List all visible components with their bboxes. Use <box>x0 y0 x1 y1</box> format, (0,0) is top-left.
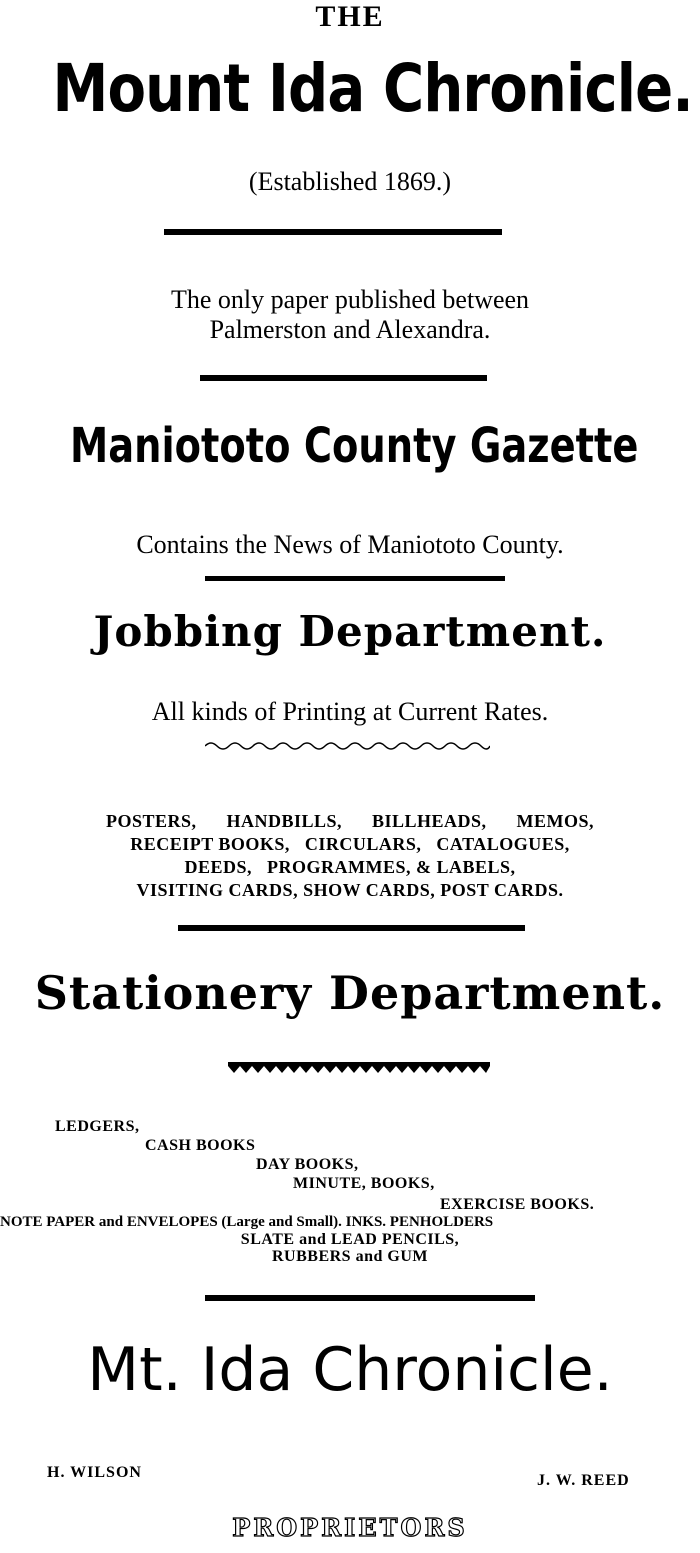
stationery-item: NOTE PAPER and ENVELOPES (Large and Small). INKS. PENHOLDERS <box>0 1214 494 1230</box>
stationery-item: DAY BOOKS, <box>256 1156 359 1173</box>
proprietor-name-right: J. W. REED <box>537 1472 630 1489</box>
jobbing-items <box>0 810 700 902</box>
jobbing-item: RECEIPT BOOKS, CIRCULARS, CATALOGUES, <box>130 834 570 854</box>
stationery-item: LEDGERS, <box>55 1118 140 1135</box>
intro-text <box>0 285 700 345</box>
stationery-item: EXERCISE BOOKS. <box>440 1196 595 1213</box>
divider-rule <box>205 576 505 581</box>
masthead-title: Mount Ida Chronicle. <box>52 50 693 127</box>
jobbing-department-title: Jobbing Department. <box>93 607 607 656</box>
sawtooth-divider <box>228 1062 490 1074</box>
jobbing-item: VISITING CARDS, SHOW CARDS, POST CARDS. <box>136 880 564 900</box>
divider-rule <box>200 375 487 381</box>
intro-line-2: Palmerston and Alexandra. <box>209 315 491 344</box>
jobbing-item: POSTERS, HANDBILLS, BILLHEADS, MEMOS, <box>105 811 595 831</box>
intro-line-1: The only paper published between <box>170 285 530 314</box>
stationery-item: RUBBERS and GUM <box>272 1248 428 1265</box>
proprietor-name-left: H. WILSON <box>47 1464 142 1481</box>
footer-title: Mt. Ida Chronicle. <box>87 1335 613 1405</box>
jobbing-description: All kinds of Printing at Current Rates. <box>151 697 549 726</box>
stationery-item: SLATE and LEAD PENCILS, <box>240 1231 460 1248</box>
stationery-department-title: Stationery Department. <box>34 966 666 1020</box>
gazette-title: Maniototo County Gazette <box>70 418 639 474</box>
masthead-the: THE <box>315 0 385 33</box>
jobbing-item: DEEDS, PROGRAMMES, & LABELS, <box>184 857 516 877</box>
stationery-item: MINUTE, BOOKS, <box>293 1175 435 1192</box>
proprietors-label: PROPRIETORS <box>232 1513 468 1542</box>
divider-rule <box>178 925 525 931</box>
wavy-divider <box>205 738 490 754</box>
gazette-description: Contains the News of Maniototo County. <box>136 530 564 559</box>
stationery-item: CASH BOOKS <box>145 1137 256 1154</box>
divider-rule <box>164 229 502 235</box>
divider-rule <box>205 1295 535 1301</box>
established-line: (Established 1869.) <box>248 167 452 196</box>
